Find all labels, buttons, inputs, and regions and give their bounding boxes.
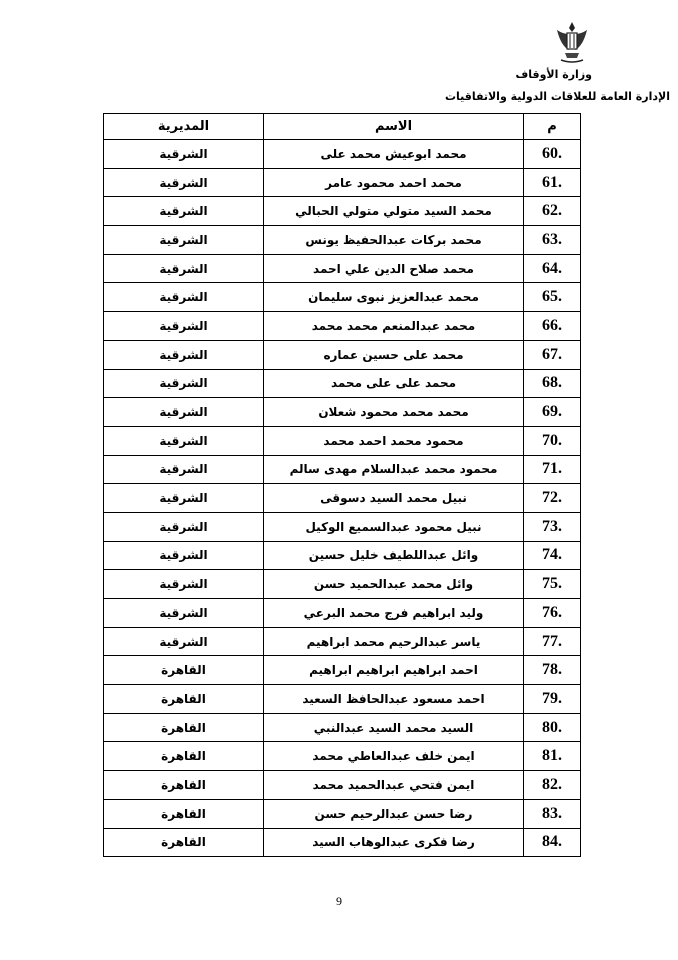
table-row <box>104 140 581 169</box>
row-name: محمد عبدالمنعم محمد محمد <box>264 312 524 341</box>
row-directorate: الشرقية <box>104 340 264 369</box>
row-name: السيد محمد السيد عبدالنبي <box>264 713 524 742</box>
row-name: وليد ابراهيم فرج محمد البرعي <box>264 599 524 628</box>
row-number: 75. <box>524 570 581 599</box>
table-row <box>104 656 581 685</box>
table-row <box>104 168 581 197</box>
table-row <box>104 541 581 570</box>
column-header-num: م <box>524 114 581 140</box>
row-name: نبيل محمود عبدالسميع الوكيل <box>264 512 524 541</box>
row-name: محمد محمد محمود شعلان <box>264 398 524 427</box>
row-directorate: القاهرة <box>104 799 264 828</box>
table-row <box>104 570 581 599</box>
row-name: نبيل محمد السيد دسوقى <box>264 484 524 513</box>
row-name: رضا فكرى عبدالوهاب السيد <box>264 828 524 857</box>
table-row <box>104 599 581 628</box>
table-row <box>104 455 581 484</box>
row-name: محمود محمد احمد محمد <box>264 426 524 455</box>
row-directorate: الشرقية <box>104 226 264 255</box>
row-directorate: الشرقية <box>104 599 264 628</box>
row-name: احمد ابراهيم ابراهيم ابراهيم <box>264 656 524 685</box>
table-row <box>104 742 581 771</box>
row-directorate: الشرقية <box>104 455 264 484</box>
row-number: 62. <box>524 197 581 226</box>
row-name: محمد على حسين عماره <box>264 340 524 369</box>
row-name: محمد بركات عبدالحفيظ يونس <box>264 226 524 255</box>
row-number: 78. <box>524 656 581 685</box>
row-number: 74. <box>524 541 581 570</box>
row-directorate: الشرقية <box>104 168 264 197</box>
row-directorate: الشرقية <box>104 426 264 455</box>
row-directorate: الشرقية <box>104 254 264 283</box>
department-title: الإدارة العامة للعلاقات الدولية والاتفاقيات <box>444 90 670 103</box>
table-row <box>104 426 581 455</box>
table-header-row <box>104 114 581 140</box>
row-directorate: القاهرة <box>104 713 264 742</box>
table-row <box>104 369 581 398</box>
row-number: 61. <box>524 168 581 197</box>
row-number: 72. <box>524 484 581 513</box>
table-row <box>104 484 581 513</box>
table-row <box>104 197 581 226</box>
row-number: 79. <box>524 685 581 714</box>
row-directorate: الشرقية <box>104 398 264 427</box>
row-name: وائل محمد عبدالحميد حسن <box>264 570 524 599</box>
row-number: 69. <box>524 398 581 427</box>
row-number: 70. <box>524 426 581 455</box>
row-directorate: الشرقية <box>104 570 264 599</box>
row-directorate: الشرقية <box>104 197 264 226</box>
row-name: محمود محمد عبدالسلام مهدى سالم <box>264 455 524 484</box>
row-number: 80. <box>524 713 581 742</box>
row-directorate: الشرقية <box>104 283 264 312</box>
row-number: 63. <box>524 226 581 255</box>
table-row <box>104 398 581 427</box>
column-header-directorate: المديرية <box>104 114 264 140</box>
row-name: محمد السيد متولي متولي الحبالي <box>264 197 524 226</box>
row-number: 84. <box>524 828 581 857</box>
row-number: 68. <box>524 369 581 398</box>
table-row <box>104 828 581 857</box>
row-number: 82. <box>524 771 581 800</box>
row-name: وائل عبداللطيف خليل حسين <box>264 541 524 570</box>
row-name: محمد صلاح الدين علي احمد <box>264 254 524 283</box>
row-directorate: الشرقية <box>104 627 264 656</box>
row-directorate: الشرقية <box>104 512 264 541</box>
row-name: احمد مسعود عبدالحافظ السعيد <box>264 685 524 714</box>
row-number: 77. <box>524 627 581 656</box>
row-directorate: القاهرة <box>104 828 264 857</box>
row-number: 71. <box>524 455 581 484</box>
row-number: 65. <box>524 283 581 312</box>
table-row <box>104 799 581 828</box>
table-row <box>104 254 581 283</box>
row-directorate: القاهرة <box>104 742 264 771</box>
row-directorate: الشرقية <box>104 140 264 169</box>
table-row <box>104 283 581 312</box>
row-directorate: الشرقية <box>104 484 264 513</box>
row-number: 64. <box>524 254 581 283</box>
row-name: محمد على على محمد <box>264 369 524 398</box>
row-directorate: القاهرة <box>104 656 264 685</box>
row-name: ياسر عبدالرحيم محمد ابراهيم <box>264 627 524 656</box>
row-number: 83. <box>524 799 581 828</box>
ministry-title: وزارة الأوقاف <box>515 68 592 81</box>
row-name: ايمن خلف عبدالعاطي محمد <box>264 742 524 771</box>
table-row <box>104 340 581 369</box>
row-name: محمد عبدالعزيز نبوى سليمان <box>264 283 524 312</box>
row-directorate: الشرقية <box>104 312 264 341</box>
table-row <box>104 226 581 255</box>
names-table <box>103 113 581 857</box>
table-row <box>104 713 581 742</box>
row-number: 73. <box>524 512 581 541</box>
page-number: 9 <box>336 894 342 908</box>
row-name: محمد ابوعيش محمد على <box>264 140 524 169</box>
eagle-emblem-icon <box>555 20 589 64</box>
column-header-name: الاسم <box>264 114 524 140</box>
row-name: محمد احمد محمود عامر <box>264 168 524 197</box>
row-number: 67. <box>524 340 581 369</box>
row-number: 66. <box>524 312 581 341</box>
table-row <box>104 627 581 656</box>
row-directorate: الشرقية <box>104 541 264 570</box>
row-number: 81. <box>524 742 581 771</box>
row-directorate: القاهرة <box>104 771 264 800</box>
table-row <box>104 771 581 800</box>
row-directorate: القاهرة <box>104 685 264 714</box>
table-row <box>104 512 581 541</box>
row-name: رضا حسن عبدالرحيم حسن <box>264 799 524 828</box>
row-directorate: الشرقية <box>104 369 264 398</box>
row-number: 60. <box>524 140 581 169</box>
row-name: ايمن فتحي عبدالحميد محمد <box>264 771 524 800</box>
table-row <box>104 312 581 341</box>
row-number: 76. <box>524 599 581 628</box>
table-row <box>104 685 581 714</box>
